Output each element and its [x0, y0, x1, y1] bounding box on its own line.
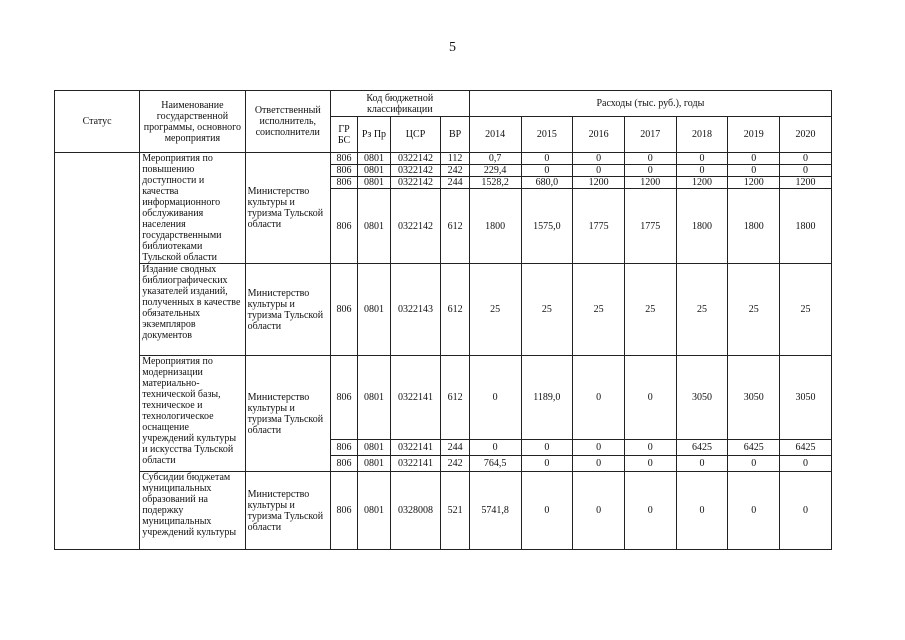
measure-name: Мероприятия по повышению доступности и качества информационного обслуживания населения государственными библиотеками Тульской области [140, 153, 245, 264]
page-number: 5 [449, 40, 456, 55]
value-cell: 764,5 [469, 456, 521, 472]
value-cell: 1200 [780, 177, 832, 189]
value-cell: 0 [469, 356, 521, 440]
value-cell: 25 [521, 264, 573, 356]
grbs-cell: 806 [330, 356, 357, 440]
csr-cell: 0322141 [390, 456, 441, 472]
csr-cell: 0328008 [390, 472, 441, 550]
measure-name: Субсидии бюджетам муниципальных образований на подержку муниципальных учреждений культуры [140, 472, 245, 550]
value-cell: 0 [676, 472, 728, 550]
rzpr-cell: 0801 [358, 165, 390, 177]
value-cell: 1528,2 [469, 177, 521, 189]
header-year: 2019 [728, 117, 780, 153]
grbs-cell: 806 [330, 153, 357, 165]
table-row [55, 472, 832, 550]
rzpr-cell: 0801 [358, 177, 390, 189]
value-cell: 0 [780, 153, 832, 165]
value-cell: 0 [676, 456, 728, 472]
value-cell: 0 [521, 440, 573, 456]
csr-cell: 0322143 [390, 264, 441, 356]
value-cell: 0 [573, 356, 625, 440]
table-row [55, 264, 832, 356]
value-cell: 0 [521, 153, 573, 165]
value-cell: 0 [624, 472, 676, 550]
header-rzpr: Рз Пр [358, 117, 390, 153]
value-cell: 3050 [728, 356, 780, 440]
header-grbs: ГР БС [330, 117, 357, 153]
value-cell: 0 [573, 165, 625, 177]
header-year: 2020 [780, 117, 832, 153]
rzpr-cell: 0801 [358, 153, 390, 165]
vr-cell: 244 [441, 440, 469, 456]
value-cell: 1800 [780, 189, 832, 264]
rzpr-cell: 0801 [358, 472, 390, 550]
value-cell: 1800 [469, 189, 521, 264]
value-cell: 0 [521, 456, 573, 472]
responsible-cell: Министерство культуры и туризма Тульской области [245, 153, 330, 264]
value-cell: 6425 [676, 440, 728, 456]
rzpr-cell: 0801 [358, 440, 390, 456]
vr-cell: 242 [441, 456, 469, 472]
value-cell: 1200 [624, 177, 676, 189]
value-cell: 0 [521, 472, 573, 550]
value-cell: 0 [573, 440, 625, 456]
header-expenses: Расходы (тыс. руб.), годы [469, 91, 831, 117]
rzpr-cell: 0801 [358, 189, 390, 264]
grbs-cell: 806 [330, 264, 357, 356]
header-year: 2016 [573, 117, 625, 153]
value-cell: 1775 [573, 189, 625, 264]
rzpr-cell: 0801 [358, 356, 390, 440]
value-cell: 1200 [676, 177, 728, 189]
value-cell: 1775 [624, 189, 676, 264]
header-responsible: Ответственный исполнитель, соисполнители [245, 91, 330, 153]
csr-cell: 0322142 [390, 153, 441, 165]
status-cell [55, 153, 140, 550]
value-cell: 0 [780, 456, 832, 472]
header-row-top [55, 91, 832, 117]
value-cell: 0 [728, 165, 780, 177]
csr-cell: 0322141 [390, 356, 441, 440]
value-cell: 0 [521, 165, 573, 177]
vr-cell: 612 [441, 264, 469, 356]
value-cell: 3050 [676, 356, 728, 440]
vr-cell: 612 [441, 189, 469, 264]
value-cell: 0 [624, 356, 676, 440]
header-year: 2014 [469, 117, 521, 153]
table-row [55, 356, 832, 440]
value-cell: 0 [728, 153, 780, 165]
vr-cell: 521 [441, 472, 469, 550]
value-cell: 25 [676, 264, 728, 356]
header-year: 2017 [624, 117, 676, 153]
value-cell: 0,7 [469, 153, 521, 165]
value-cell: 0 [676, 165, 728, 177]
grbs-cell: 806 [330, 165, 357, 177]
csr-cell: 0322142 [390, 165, 441, 177]
vr-cell: 244 [441, 177, 469, 189]
value-cell: 0 [676, 153, 728, 165]
value-cell: 1800 [676, 189, 728, 264]
value-cell: 229,4 [469, 165, 521, 177]
grbs-cell: 806 [330, 177, 357, 189]
grbs-cell: 806 [330, 472, 357, 550]
value-cell: 0 [728, 456, 780, 472]
vr-cell: 112 [441, 153, 469, 165]
value-cell: 25 [573, 264, 625, 356]
value-cell: 0 [728, 472, 780, 550]
measure-name: Мероприятия по модернизации материально-технической базы, техническое и технологическое оснащение учреждений культуры и искусства Тульской области [140, 356, 245, 472]
value-cell: 1200 [573, 177, 625, 189]
responsible-cell: Министерство культуры и туризма Тульской области [245, 472, 330, 550]
rzpr-cell: 0801 [358, 456, 390, 472]
header-csr: ЦСР [390, 117, 441, 153]
header-name: Наименование государственной программы, основного мероприятия [140, 91, 245, 153]
header-year: 2018 [676, 117, 728, 153]
grbs-cell: 806 [330, 456, 357, 472]
value-cell: 0 [780, 472, 832, 550]
value-cell: 25 [728, 264, 780, 356]
value-cell: 1200 [728, 177, 780, 189]
value-cell: 25 [780, 264, 832, 356]
value-cell: 6425 [728, 440, 780, 456]
value-cell: 0 [573, 153, 625, 165]
value-cell: 5741,8 [469, 472, 521, 550]
header-year: 2015 [521, 117, 573, 153]
csr-cell: 0322141 [390, 440, 441, 456]
value-cell: 6425 [780, 440, 832, 456]
value-cell: 1189,0 [521, 356, 573, 440]
grbs-cell: 806 [330, 440, 357, 456]
value-cell: 0 [624, 456, 676, 472]
value-cell: 0 [573, 472, 625, 550]
value-cell: 0 [469, 440, 521, 456]
responsible-cell: Министерство культуры и туризма Тульской области [245, 264, 330, 356]
value-cell: 1575,0 [521, 189, 573, 264]
value-cell: 25 [469, 264, 521, 356]
header-status: Статус [55, 91, 140, 153]
rzpr-cell: 0801 [358, 264, 390, 356]
value-cell: 0 [573, 456, 625, 472]
grbs-cell: 806 [330, 189, 357, 264]
responsible-cell: Министерство культуры и туризма Тульской области [245, 356, 330, 472]
value-cell: 25 [624, 264, 676, 356]
value-cell: 0 [780, 165, 832, 177]
value-cell: 0 [624, 153, 676, 165]
value-cell: 1800 [728, 189, 780, 264]
vr-cell: 612 [441, 356, 469, 440]
value-cell: 0 [624, 165, 676, 177]
header-budget-code: Код бюджетной классификации [330, 91, 469, 117]
value-cell: 0 [624, 440, 676, 456]
table-row [55, 153, 832, 165]
csr-cell: 0322142 [390, 189, 441, 264]
vr-cell: 242 [441, 165, 469, 177]
value-cell: 3050 [780, 356, 832, 440]
header-vr: ВР [441, 117, 469, 153]
measure-name: Издание сводных библиографических указателей изданий, полученных в качестве обязательных экземпляров документов [140, 264, 245, 356]
csr-cell: 0322142 [390, 177, 441, 189]
budget-table [54, 90, 832, 550]
value-cell: 680,0 [521, 177, 573, 189]
